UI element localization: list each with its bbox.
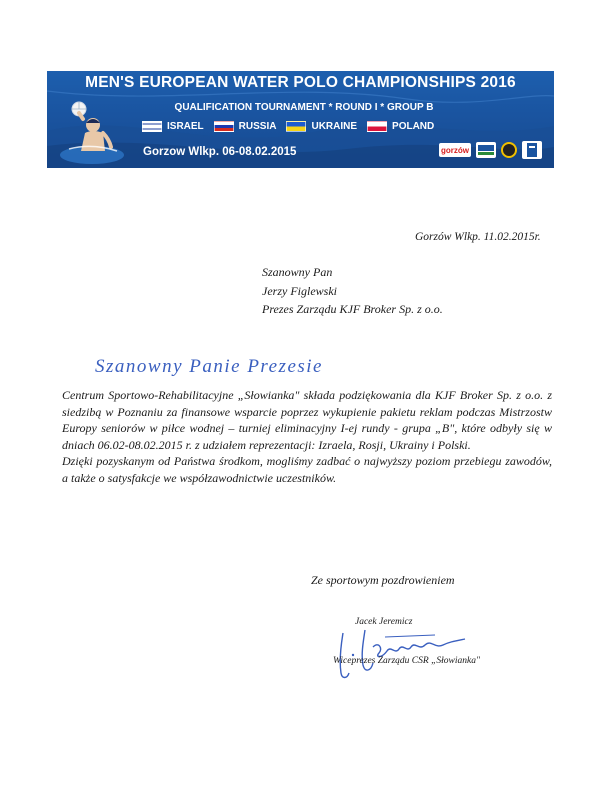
russia-flag-icon	[214, 121, 234, 132]
club-emblem-icon	[501, 142, 517, 158]
signer-name: Jacek Jeremicz	[355, 617, 413, 627]
federation-emblem-icon	[522, 141, 542, 159]
country-russia	[214, 121, 277, 132]
recipient-line: Prezes Zarządu KJF Broker Sp. z o.o.	[262, 302, 443, 316]
country-poland	[367, 121, 434, 132]
poland-flag-icon	[367, 121, 387, 132]
gorzow-logo-icon	[439, 143, 471, 157]
ukraine-flag-icon	[286, 121, 306, 132]
recipient-line: Szanowny Pan	[262, 265, 333, 279]
body-paragraph: Centrum Sportowo-Rehabilitacyjne „Słowianka" składa podziękowania dla KJF Broker Sp. z o.o. z siedzibą w Poznaniu za finansowe wsparcie poprzez wykupienie pakietu reklam podczas Mistrzostw Europy seniorów w piłce wodnej – turniej eliminacyjny I-ej rundy - grupa „B", które odbyły się w dniach 06.02-08.02.2015 r. z udziałem reprezentacji: Izraela, Rosji, Ukrainy i Polski.	[62, 388, 552, 452]
body-paragraph: Dzięki pozyskanym od Państwa środkom, mogliśmy zadbać o najwyższy poziom przebiegu zawodów, a także o satysfakcje we współzawodnictwie uczestników.	[62, 454, 552, 485]
signer-title: Wiceprezes Zarządu CSR „Słowianka"	[333, 656, 480, 666]
country-name: UKRAINE	[311, 121, 358, 132]
water-polo-player-icon	[57, 99, 127, 165]
country-name: POLAND	[392, 121, 435, 132]
banner-place-date: Gorzow Wlkp. 06-08.02.2015	[143, 146, 297, 158]
gorzow-logo-text: gorzów	[441, 146, 469, 155]
recipient-block	[262, 263, 443, 319]
country-list	[142, 121, 434, 132]
sponsor-logos	[439, 141, 542, 159]
handwritten-salutation-text: Szanowny Panie Prezesie	[95, 356, 323, 377]
letter-date: Gorzów Wlkp. 11.02.2015r.	[415, 231, 541, 243]
country-israel	[142, 121, 204, 132]
country-name: RUSSIA	[238, 121, 277, 132]
banner-subtitle: QUALIFICATION TOURNAMENT * ROUND I * GROUP B	[174, 102, 434, 113]
championship-banner	[47, 71, 554, 168]
handwritten-salutation	[93, 348, 383, 388]
len-logo-icon	[476, 142, 496, 158]
letter-body	[62, 387, 552, 487]
country-ukraine	[286, 121, 357, 132]
handwritten-signature	[325, 615, 475, 685]
closing-phrase: Ze sportowym pozdrowieniem	[311, 573, 455, 587]
banner-title: MEN'S EUROPEAN WATER POLO CHAMPIONSHIPS 2016	[85, 74, 516, 91]
country-name: ISRAEL	[167, 121, 204, 132]
israel-flag-icon	[142, 121, 162, 132]
recipient-line: Jerzy Figlewski	[262, 283, 337, 298]
